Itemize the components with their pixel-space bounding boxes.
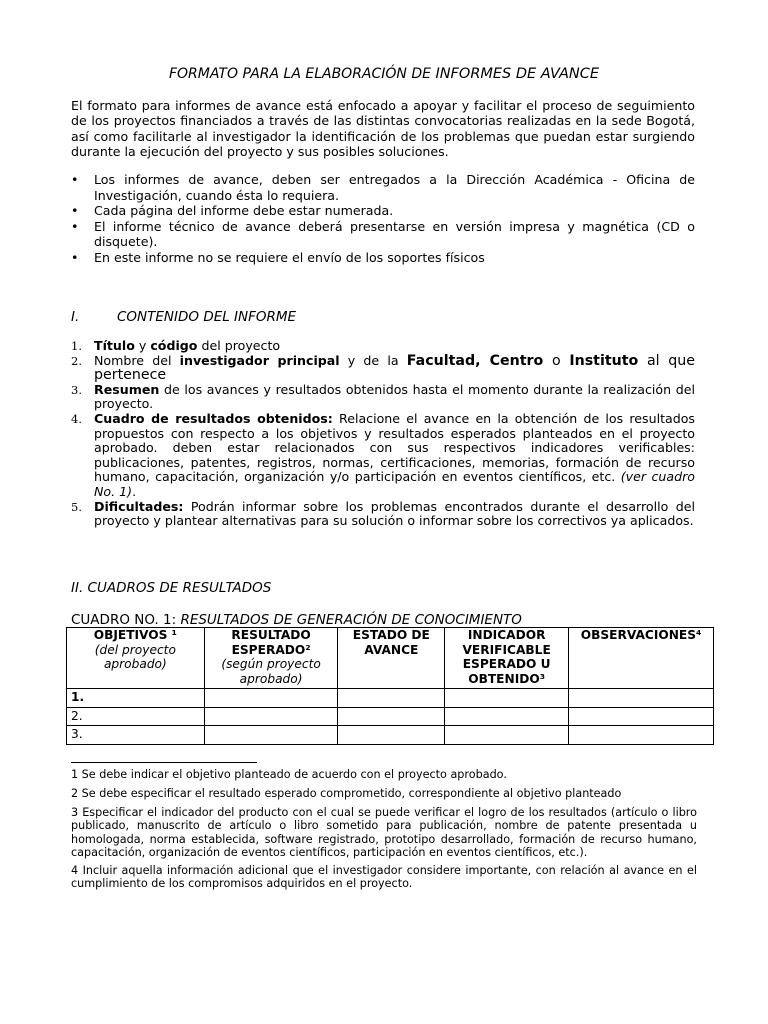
section-heading-2: II. CUADROS DE RESULTADOS — [71, 580, 272, 596]
results-table — [66, 627, 714, 745]
list-item: 1. Título y código del proyecto — [71, 338, 281, 353]
column-header: ESTADO DE AVANCE — [338, 628, 445, 689]
intro-paragraph: El formato para informes de avance está enfocado a apoyar y facilitar el proceso de seguimiento de los proyectos financiados a través de las distintas convocatorias realizadas en la sede Bogotá, así como facilitarle al investigador la identificación de los problemas que puedan estar surgiendo durante la ejecución del proyecto y sus posibles soluciones. — [71, 98, 695, 160]
column-header: INDICADOR VERIFICABLE ESPERADO U OBTENIDO³ — [445, 628, 569, 689]
column-header: OBJETIVOS ¹ (del proyecto aprobado) — [67, 628, 205, 689]
table-row — [67, 689, 714, 708]
list-item: • En este informe no se requiere el envío de los soportes físicos — [71, 250, 695, 266]
section-heading-1 — [71, 309, 695, 325]
title-main: INFORMES DE AVANCE — [435, 66, 599, 82]
column-header: RESULTADO ESPERADO² (según proyecto aprobado) — [204, 628, 338, 689]
list-item: 2. Nombre del investigador principal y de la Facultad, Centro o Instituto al que pertenece — [71, 352, 695, 384]
footnote: 2 Se debe especificar el resultado esperado comprometido, correspondiente al objetivo planteado — [71, 787, 622, 800]
section-title: CONTENIDO DEL INFORME — [117, 309, 297, 325]
footnote-separator — [71, 762, 257, 763]
list-item: • Cada página del informe debe estar numerada. — [71, 203, 695, 219]
document-title — [0, 66, 768, 82]
list-item: 5. Dificultades: Podrán informar sobre los problemas encontrados durante el desarrollo del proyecto y plantear alternativas para su solución o informar sobre los correctivos ya aplicados. — [71, 498, 695, 529]
table-row — [67, 726, 714, 745]
list-item: 4. Cuadro de resultados obtenidos: Relacione el avance en la obtención de los resultados propuestos con respecto a los objetivos y resultados esperados planteados en el proyecto aprobado. deben estar relacionados con sus respectivos indicadores verificables: publicaciones, patentes, registros, normas, certificaciones, memorias, formación de recurso humano, capacitación, organización y/o participación en eventos científicos, etc. (ver cuadro No. 1). — [71, 410, 695, 499]
requirements-list — [71, 172, 695, 265]
table-header-row — [67, 628, 714, 689]
footnote: 1 Se debe indicar el objetivo planteado de acuerdo con el proyecto aprobado. — [71, 768, 507, 781]
list-item: • El informe técnico de avance deberá presentarse en versión impresa y magnética (CD o disquete). — [71, 219, 695, 250]
table-row — [67, 707, 714, 726]
footnote: 4 Incluir aquella información adicional que el investigador considere importante, con relación al avance en el cumplimiento de los compromisos adquiridos en el proyecto. — [71, 864, 697, 891]
row-number: 3. — [67, 726, 205, 745]
table-caption: CUADRO NO. 1: RESULTADOS DE GENERACIÓN DE CONOCIMIENTO — [71, 612, 522, 628]
list-item: 3. Resumen de los avances y resultados obtenidos hasta el momento durante la realización del proyecto. — [71, 381, 695, 412]
row-number: 2. — [67, 707, 205, 726]
list-item: • Los informes de avance, deben ser entregados a la Dirección Académica - Oficina de Investigación, cuando ésta lo requiera. — [71, 172, 695, 203]
section-number: I. — [71, 309, 80, 325]
footnote: 3 Especificar el indicador del producto con el cual se puede verificar el logro de los resultados (artículo o libro publicado, manuscrito de artículo o libro sometido para publicación, nombre de patente presentada u homologada, norma establecida, software registrado, prototipo desarrollado, formación de recurso humano, capacitación, organización de eventos científicos, participación en eventos científicos, etc.). — [71, 806, 697, 860]
row-number: 1. — [67, 689, 205, 708]
column-header: OBSERVACIONES⁴ — [569, 628, 714, 689]
report-contents-list — [71, 339, 695, 529]
title-prefix: FORMATO PARA LA ELABORACIÓN DE — [168, 66, 431, 82]
